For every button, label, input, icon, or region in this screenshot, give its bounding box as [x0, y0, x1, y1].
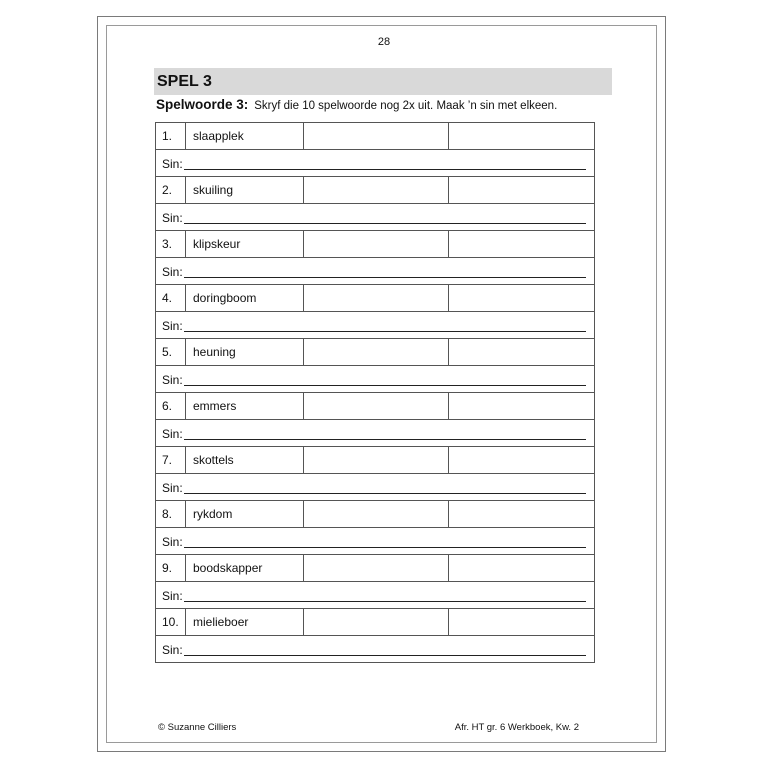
sentence-cell[interactable]: [156, 636, 595, 663]
sentence-row: [156, 528, 595, 555]
write-cell-1[interactable]: [304, 231, 449, 258]
write-cell-1[interactable]: [304, 501, 449, 528]
sentence-write-line[interactable]: [184, 266, 586, 278]
word-row: [156, 447, 595, 474]
word-row: [156, 609, 595, 636]
sentence-write-line[interactable]: [184, 374, 586, 386]
sentence-write-line[interactable]: [184, 644, 586, 656]
spelling-word: emmers: [186, 393, 304, 420]
instruction-lead: Spelwoorde 3:: [156, 97, 249, 112]
write-cell-2[interactable]: [449, 177, 595, 204]
word-number: 10.: [156, 609, 186, 636]
word-number: 3.: [156, 231, 186, 258]
sentence-row: [156, 258, 595, 285]
write-cell-2[interactable]: [449, 231, 595, 258]
word-row: [156, 393, 595, 420]
instruction-text: Skryf die 10 spelwoorde nog 2x uit. Maak ’n sin met elkeen.: [254, 100, 558, 112]
write-cell-1[interactable]: [304, 285, 449, 312]
sentence-row: [156, 312, 595, 339]
sentence-cell[interactable]: [156, 582, 595, 609]
sentence-cell[interactable]: [156, 312, 595, 339]
write-cell-1[interactable]: [304, 393, 449, 420]
spelling-word: slaapplek: [186, 123, 304, 150]
sentence-cell[interactable]: [156, 366, 595, 393]
word-row: [156, 123, 595, 150]
write-cell-2[interactable]: [449, 501, 595, 528]
section-title: SPEL 3: [154, 68, 612, 95]
write-cell-1[interactable]: [304, 339, 449, 366]
word-row: [156, 555, 595, 582]
word-row: [156, 501, 595, 528]
sentence-cell[interactable]: [156, 258, 595, 285]
sentence-row: [156, 582, 595, 609]
sentence-cell[interactable]: [156, 204, 595, 231]
spelling-table: [155, 122, 595, 663]
sentence-write-line[interactable]: [184, 320, 586, 332]
write-cell-2[interactable]: [449, 393, 595, 420]
sentence-cell[interactable]: [156, 474, 595, 501]
sentence-label: Sin:: [162, 427, 183, 441]
sentence-write-line[interactable]: [184, 158, 586, 170]
write-cell-1[interactable]: [304, 555, 449, 582]
sentence-cell[interactable]: [156, 420, 595, 447]
sentence-row: [156, 204, 595, 231]
word-number: 1.: [156, 123, 186, 150]
word-row: [156, 177, 595, 204]
sentence-label: Sin:: [162, 643, 183, 657]
write-cell-1[interactable]: [304, 447, 449, 474]
sentence-write-line[interactable]: [184, 482, 586, 494]
sentence-label: Sin:: [162, 535, 183, 549]
sentence-cell[interactable]: [156, 150, 595, 177]
sentence-cell[interactable]: [156, 528, 595, 555]
sentence-row: [156, 150, 595, 177]
write-cell-1[interactable]: [304, 609, 449, 636]
spelling-word: skottels: [186, 447, 304, 474]
sentence-label: Sin:: [162, 589, 183, 603]
write-cell-2[interactable]: [449, 447, 595, 474]
sentence-label: Sin:: [162, 157, 183, 171]
spelling-word: heuning: [186, 339, 304, 366]
sentence-row: [156, 366, 595, 393]
sentence-write-line[interactable]: [184, 428, 586, 440]
word-number: 4.: [156, 285, 186, 312]
spelling-word: mielieboer: [186, 609, 304, 636]
write-cell-1[interactable]: [304, 123, 449, 150]
word-number: 9.: [156, 555, 186, 582]
sentence-write-line[interactable]: [184, 212, 586, 224]
footer-book-title: Afr. HT gr. 6 Werkboek, Kw. 2: [454, 722, 579, 733]
spelling-word: rykdom: [186, 501, 304, 528]
footer-copyright: © Suzanne Cilliers: [158, 722, 237, 733]
spelling-word: boodskapper: [186, 555, 304, 582]
write-cell-1[interactable]: [304, 177, 449, 204]
write-cell-2[interactable]: [449, 609, 595, 636]
word-number: 5.: [156, 339, 186, 366]
spelling-word: skuiling: [186, 177, 304, 204]
word-number: 8.: [156, 501, 186, 528]
write-cell-2[interactable]: [449, 123, 595, 150]
word-row: [156, 285, 595, 312]
instruction: [156, 97, 557, 112]
word-number: 6.: [156, 393, 186, 420]
sentence-label: Sin:: [162, 373, 183, 387]
sentence-row: [156, 474, 595, 501]
write-cell-2[interactable]: [449, 339, 595, 366]
sentence-label: Sin:: [162, 211, 183, 225]
sentence-write-line[interactable]: [184, 536, 586, 548]
sentence-row: [156, 636, 595, 663]
sentence-label: Sin:: [162, 265, 183, 279]
sentence-write-line[interactable]: [184, 590, 586, 602]
sentence-row: [156, 420, 595, 447]
word-row: [156, 231, 595, 258]
word-row: [156, 339, 595, 366]
write-cell-2[interactable]: [449, 555, 595, 582]
word-number: 7.: [156, 447, 186, 474]
sentence-label: Sin:: [162, 319, 183, 333]
write-cell-2[interactable]: [449, 285, 595, 312]
word-number: 2.: [156, 177, 186, 204]
sentence-label: Sin:: [162, 481, 183, 495]
spelling-word: doringboom: [186, 285, 304, 312]
spelling-word: klipskeur: [186, 231, 304, 258]
page-number: 28: [377, 36, 391, 48]
